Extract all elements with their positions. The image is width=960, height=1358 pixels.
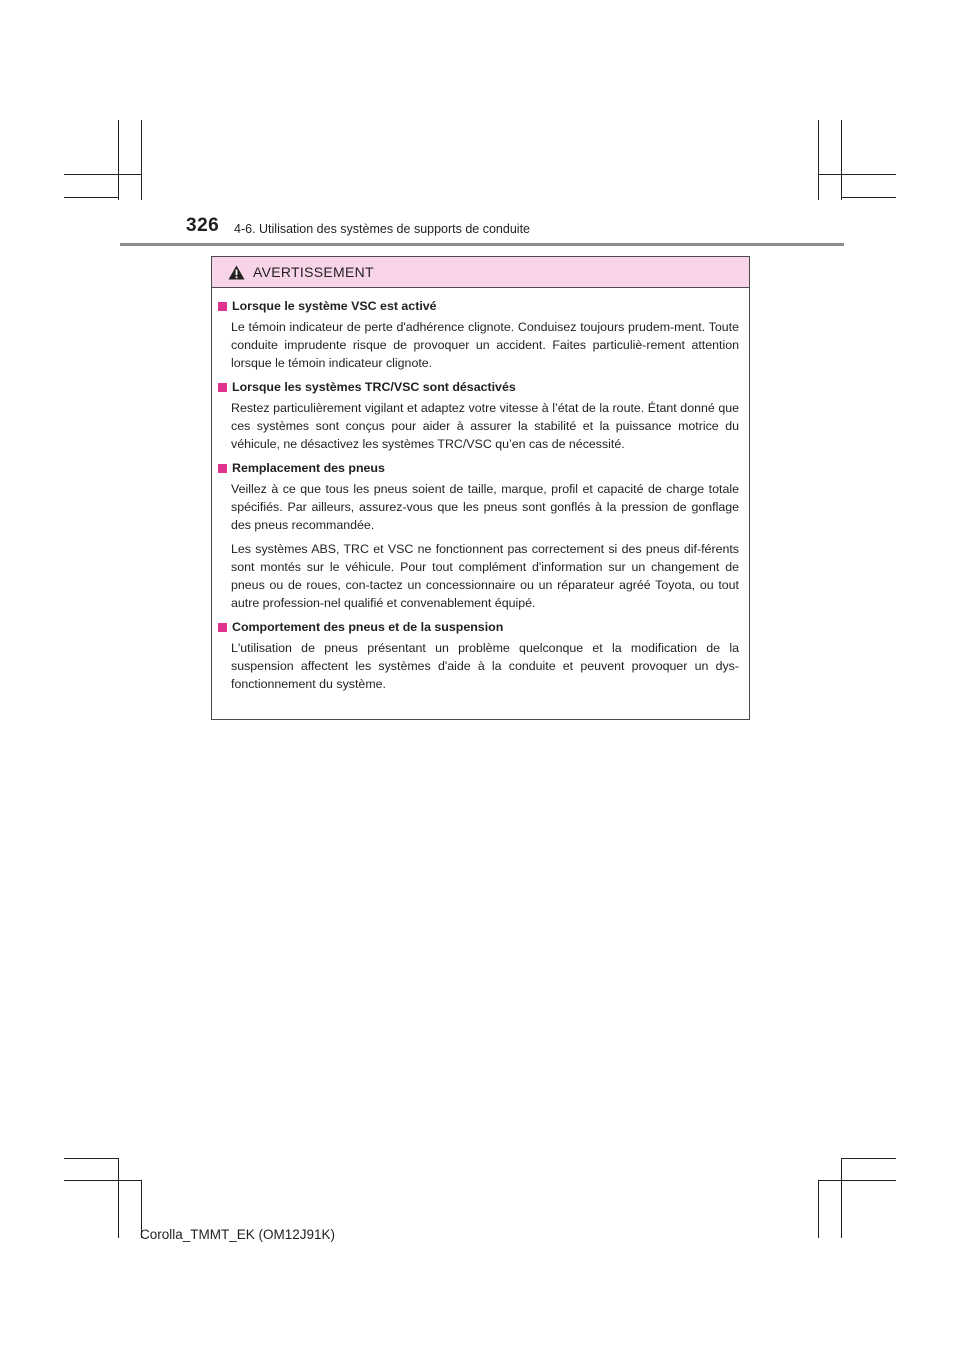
warning-box [211, 256, 750, 720]
crop-mark [818, 1180, 819, 1238]
item-paragraph: L'utilisation de pneus présentant un problème quelconque et la modification de la suspension affectent les systèmes d'aide à la conduite et peuvent provoquer un dys-fonctionnement du système. [231, 641, 739, 691]
warning-item [218, 618, 739, 693]
crop-mark [64, 197, 119, 198]
crop-mark [841, 1158, 896, 1159]
warning-item [218, 378, 739, 453]
item-paragraph: Veillez à ce que tous les pneus soient de taille, marque, profil et capacité de charge totale spécifiés. Par ailleurs, assurez-vous que les pneus sont gonflés à la pression de gonflage des pneus recommandée. [231, 482, 739, 532]
warning-title: AVERTISSEMENT [253, 264, 374, 280]
item-paragraph: Les systèmes ABS, TRC et VSC ne fonctionnent pas correctement si des pneus dif-férents sont montés sur le véhicule. Pour tout complément d'information sur un changement de pneus ou de roues, con-tactez un concessionnaire ou un réparateur agréé Toyota, ou tout autre profession-nel qualifié et convenablement équipé. [231, 542, 739, 610]
item-heading-text: Lorsque le système VSC est activé [232, 299, 437, 313]
item-heading-text: Lorsque les systèmes TRC/VSC sont désactivés [232, 380, 516, 394]
item-heading-text: Remplacement des pneus [232, 461, 385, 475]
item-paragraph: Le témoin indicateur de perte d'adhérence clignote. Conduisez toujours prudem-ment. Toute conduite imprudente risque de provoquer un accident. Faites particuliè-rement attention lorsque le témoin indicateur clignote. [231, 320, 739, 370]
crop-mark [64, 1158, 119, 1159]
item-heading [218, 297, 739, 315]
item-heading [218, 459, 739, 477]
item-heading [218, 618, 739, 636]
square-bullet-icon [218, 623, 227, 632]
header-rule [120, 243, 844, 246]
warning-triangle-icon [228, 265, 245, 280]
square-bullet-icon [218, 464, 227, 473]
warning-item [218, 297, 739, 372]
item-heading-text: Comportement des pneus et de la suspension [232, 620, 504, 634]
square-bullet-icon [218, 383, 227, 392]
warning-header [212, 257, 749, 288]
crop-mark [141, 120, 142, 200]
crop-mark [818, 174, 896, 175]
warning-body [212, 288, 749, 693]
crop-mark [64, 174, 142, 175]
document-code: Corolla_TMMT_EK (OM12J91K) [140, 1227, 336, 1242]
crop-mark [841, 1158, 842, 1238]
crop-mark [841, 197, 896, 198]
section-title: 4-6. Utilisation des systèmes de supports de conduite [234, 222, 530, 236]
page-number: 326 [186, 215, 220, 236]
crop-mark [818, 120, 819, 200]
crop-mark [118, 1158, 119, 1238]
crop-mark [818, 1180, 896, 1181]
crop-mark [118, 120, 119, 200]
crop-mark [64, 1180, 142, 1181]
crop-mark [841, 120, 842, 200]
square-bullet-icon [218, 302, 227, 311]
warning-item [218, 459, 739, 612]
item-paragraph: Restez particulièrement vigilant et adaptez votre vitesse à l’état de la route. Étant donné que ces systèmes sont conçus pour aider à assurer la stabilité et la puissance motrice du véhicule, ne désactivez les systèmes TRC/VSC qu’en cas de nécessité. [231, 401, 739, 451]
item-heading [218, 378, 739, 396]
